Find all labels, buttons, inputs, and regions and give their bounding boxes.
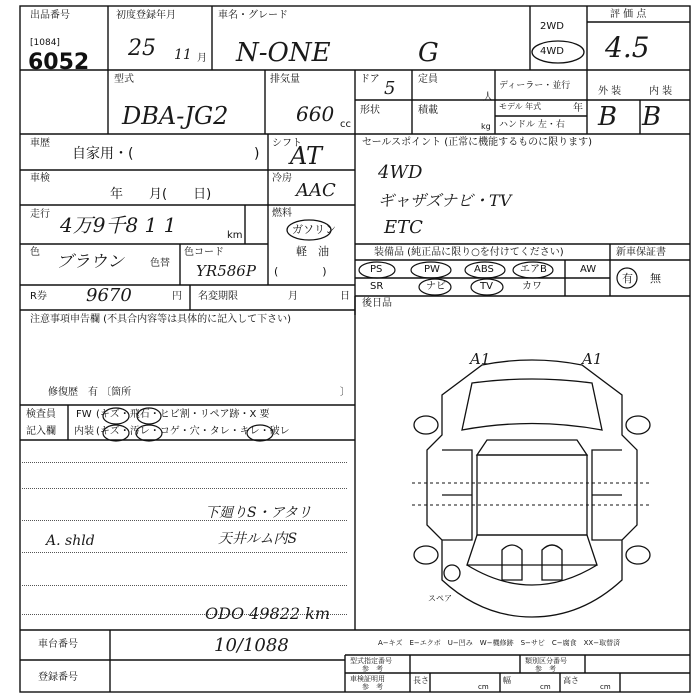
warranty-no: 無: [650, 272, 661, 285]
capacity-unit: 人: [483, 92, 493, 103]
chassis-value: 10/1088: [214, 635, 289, 656]
fw-items: (キズ・飛石・ヒビ割・リペア跡・X 要: [96, 409, 270, 420]
ac-value: AAC: [296, 180, 336, 201]
capacity-label: 定員: [418, 74, 438, 85]
mileage-label: 走行: [30, 209, 50, 220]
ticket-unit: 円: [172, 291, 182, 302]
repair-label: 修復歴 有 〔箇所: [48, 387, 132, 398]
note-a: A. shld: [46, 533, 95, 549]
dealer-label: ディーラー・並行: [499, 81, 571, 91]
dotted-line-1: [22, 462, 347, 463]
model-name: N-ONE: [236, 38, 331, 68]
shift-label: シフト: [272, 138, 302, 149]
equip-sr: SR: [370, 281, 384, 292]
width-label: 幅: [503, 676, 511, 685]
load-unit: kg: [481, 122, 491, 131]
repair-close: 〕: [340, 387, 350, 398]
color-code-label: 色コード: [184, 247, 224, 258]
equip-leather: カワ: [522, 281, 542, 292]
drive-4wd-circle: [528, 37, 588, 67]
interior-grade: B: [642, 102, 662, 132]
inspector-label: 検査員: [26, 409, 56, 420]
sales-point-3: ETC: [384, 217, 423, 238]
fuel-other: ( ): [274, 265, 327, 278]
name-change-month: 月: [288, 291, 298, 302]
ticket-value: 9670: [86, 285, 132, 306]
displacement-unit: cc: [340, 119, 351, 130]
fuel-diesel: 軽 油: [296, 245, 329, 258]
interior-insp-label: 内装: [74, 426, 94, 437]
dotted-line-4: [22, 552, 347, 553]
equipment-title: 装備品 (純正品に限り○を付けてください): [374, 247, 564, 258]
car-cert-ref: 参 考: [362, 683, 383, 691]
drive-2wd: 2WD: [540, 21, 564, 32]
exterior-grade: B: [598, 102, 618, 132]
note-lines: 下廻りS・アタリ: [205, 505, 312, 521]
history-close: ): [254, 146, 260, 162]
equip-abs: ABS: [474, 264, 494, 275]
lot-code: [1084]: [30, 38, 60, 48]
shaken-template: 年 月( 日): [110, 187, 212, 202]
handle-label: ハンドル 左・右: [499, 120, 565, 130]
length-unit: cm: [478, 683, 489, 691]
height-unit: cm: [600, 683, 611, 691]
color-value: ブラウン: [56, 252, 124, 272]
first-reg-month: 11: [174, 47, 192, 63]
lot-number: 6052: [28, 50, 90, 75]
color-code-value: YR586P: [196, 262, 256, 280]
name-change-label: 名変期限: [198, 291, 238, 302]
fuel-gas: ガソリン: [292, 223, 336, 236]
sales-points-title: セールスポイント (正常に機能するものに限ります): [362, 137, 593, 148]
ticket-label: R券: [30, 291, 47, 302]
ac-label: 冷房: [272, 173, 292, 184]
color-label: 色: [30, 247, 40, 258]
inspection-circles: [96, 403, 396, 443]
fw-label: FW: [76, 409, 92, 420]
sales-point-2: ギャザズナビ・TV: [378, 191, 512, 210]
shaken-label: 車検: [30, 173, 50, 184]
warranty-yes: 有: [622, 272, 633, 285]
displacement-label: 排気量: [270, 74, 300, 85]
displacement-value: 660: [296, 102, 335, 126]
model-year-label: モデル 年式: [499, 102, 542, 111]
equip-pw: PW: [424, 264, 440, 275]
notes-title: 注意事項申告欄 (不具合内容等は具体的に記入して下さい): [30, 314, 291, 325]
spare-label: スペア: [428, 594, 452, 603]
rating-value: 4.5: [605, 31, 650, 64]
load-label: 積載: [418, 105, 438, 116]
car-diagram: [412, 355, 652, 625]
repaint-label: 色替: [150, 258, 170, 269]
sales-point-1: 4WD: [378, 162, 423, 183]
entry-label: 記入欄: [26, 426, 56, 437]
door-label: ドア: [360, 74, 380, 85]
category-ref: 参 考: [535, 665, 556, 673]
equip-aw: AW: [580, 264, 597, 275]
shape-label: 形状: [360, 105, 380, 116]
mileage-unit: km: [227, 230, 243, 241]
registration-label: 登録番号: [38, 672, 78, 683]
history-value: 自家用・(: [72, 146, 134, 162]
dotted-line-5: [22, 585, 347, 586]
dotted-line-2: [22, 488, 347, 489]
rear-seat-label: 後日品: [362, 298, 392, 309]
fuel-gas-circle: [285, 217, 335, 243]
grade: G: [418, 38, 439, 68]
type-value: DBA-JG2: [122, 102, 229, 130]
chassis-label: 車台番号: [38, 639, 78, 650]
year-unit: 年: [573, 103, 583, 114]
equip-airbag: エアB: [520, 264, 547, 275]
shift-value: AT: [290, 142, 323, 170]
door-value: 5: [384, 78, 396, 99]
first-reg-year: 25: [128, 36, 156, 61]
width-unit: cm: [540, 683, 551, 691]
exterior-label: 外 装: [598, 86, 622, 97]
mileage-value: 4万9千8 1 1: [60, 213, 177, 237]
history-label: 車歴: [30, 138, 50, 149]
interior-items: (キズ・汚レ・コゲ・穴・タレ・キレ・破レ: [96, 426, 290, 437]
model-label: 車名・グレード: [218, 10, 288, 21]
equip-tv: TV: [480, 281, 493, 292]
equip-navi: ナビ: [426, 281, 446, 292]
note-lines2: 天井ルム内S: [218, 531, 298, 547]
length-label: 長さ: [413, 676, 429, 685]
type-cert-ref: 参 考: [362, 665, 383, 673]
first-reg-unit: 月: [197, 53, 207, 64]
warranty-label: 新車保証書: [616, 247, 666, 258]
name-change-day: 日: [340, 291, 350, 302]
category-label: 類別区分番号: [525, 657, 567, 665]
rating-label: 評 価 点: [610, 9, 647, 20]
height-label: 高さ: [563, 676, 579, 685]
mark-a1-right: A1: [582, 350, 603, 368]
mark-a1-left: A1: [470, 350, 491, 368]
note-odo: ODO 49822 km: [205, 604, 330, 623]
car-cert-label: 車検証明用: [350, 675, 385, 683]
drive-4wd: 4WD: [540, 46, 564, 57]
type-label: 型式: [114, 74, 134, 85]
fuel-label: 燃料: [272, 208, 292, 219]
first-reg-label: 初度登録年月: [116, 10, 176, 21]
equipment-circles: [355, 260, 695, 300]
damage-legend: A−キズ E−エクボ U−凹み W−機修跡 S−サビ C−腐食 XX−取替済: [378, 639, 621, 647]
equip-ps: PS: [370, 264, 383, 275]
lot-label: 出品番号: [30, 10, 70, 21]
type-cert-label: 型式指定番号: [350, 657, 392, 665]
interior-label: 内 装: [649, 86, 673, 97]
